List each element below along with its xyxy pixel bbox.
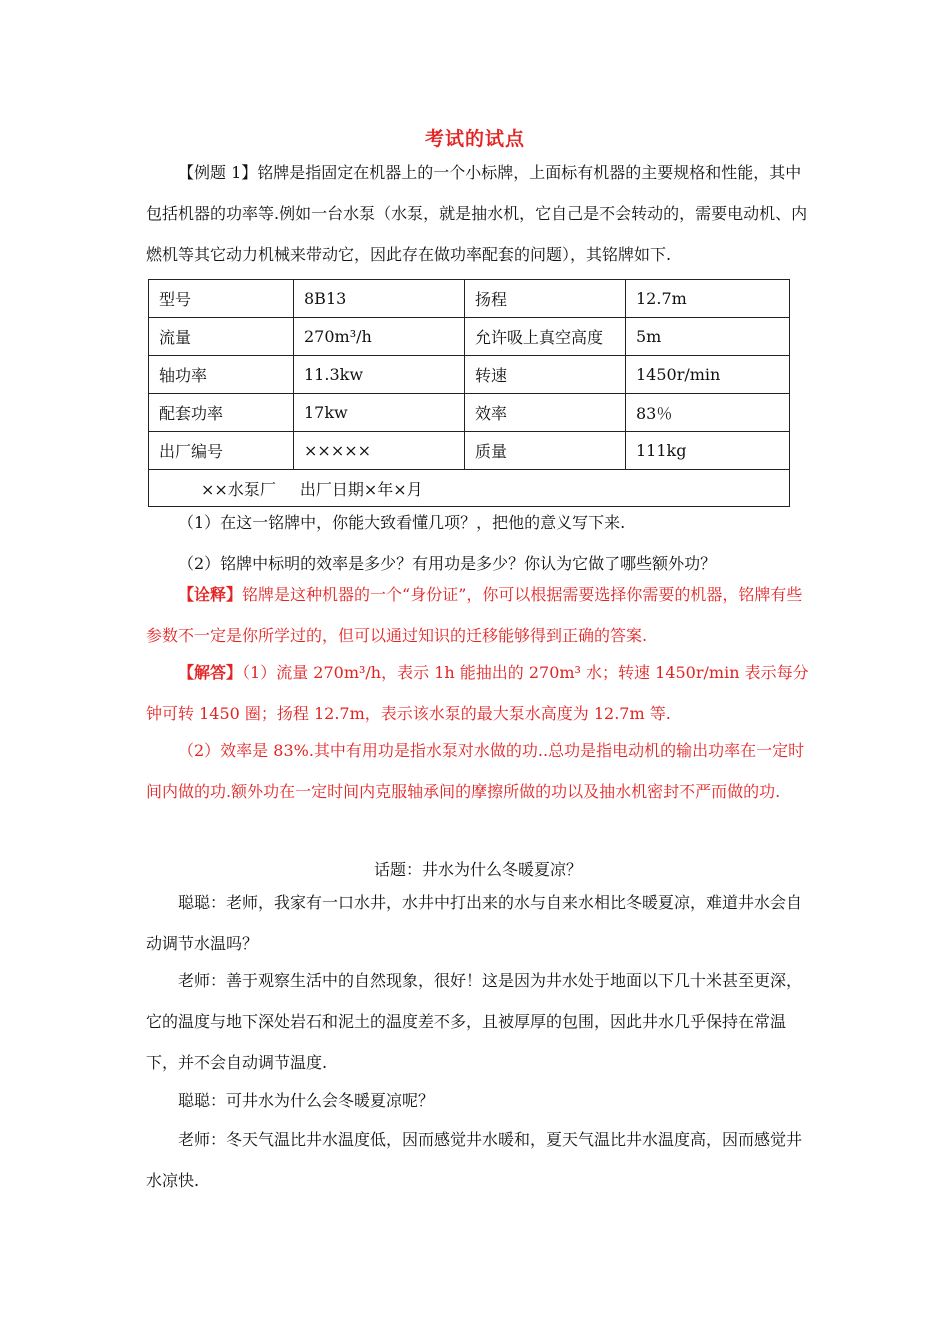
explanation-text: 铭牌是这种机器的一个“身份证”，你可以根据需要选择你需要的机器，铭牌有些参数不一定是你所学过的，但可以通过知识的迁移能够得到正确的答案. (146, 585, 803, 645)
question-1: （1）在这一铭牌中，你能大致看懂几项？，把他的意义写下来. (178, 513, 626, 532)
answer-part-1: （1）流量 270m³/h，表示 1h 能抽出的 270m³ 水；转速 1450r/min 表示每分钟可转 1450 圈；扬程 12.7m，表示该水泵的最大泵水高度为 12.7m 等. (146, 663, 809, 723)
table-cell: ××××× (294, 432, 465, 470)
answer-label: 【解答】 (178, 663, 243, 682)
table-footer-cell (149, 470, 790, 507)
table-cell: 扬程 (465, 280, 626, 318)
table-cell: 5m (626, 318, 790, 356)
manufacturer: ××水泵厂 (201, 479, 276, 499)
table-cell: 允许吸上真空高度 (465, 318, 626, 356)
dialogue-line: 聪聪：老师，我家有一口水井，水井中打出来的水与自来水相比冬暖夏凉，难道井水会自动调节水温吗？ (146, 893, 803, 953)
example-text: 铭牌是指固定在机器上的一个小标牌，上面标有机器的主要规格和性能，其中包括机器的功率等.例如一台水泵（水泵，就是抽水机，它自己是不会转动的，需要电动机、内燃机等其它动力机械来带动它，因此存在做功率配套的问题），其铭牌如下. (146, 163, 808, 264)
table-cell: 111kg (626, 432, 790, 470)
table-cell: 17kw (294, 394, 465, 432)
explanation-paragraph (146, 574, 810, 656)
dialogue-line: 聪聪：可井水为什么会冬暖夏凉呢？ (178, 1091, 435, 1110)
table-row (149, 432, 790, 470)
table-cell: 1450r/min (626, 356, 790, 394)
page-title: 考试的试点 (424, 128, 525, 150)
table-row (149, 280, 790, 318)
example-label: 【例题 1】 (178, 163, 258, 182)
table-cell: 型号 (149, 280, 294, 318)
table-cell: 效率 (465, 394, 626, 432)
topic-heading: 话题：井水为什么冬暖夏凉？ (373, 860, 582, 879)
dialogue-line: 老师：善于观察生活中的自然现象，很好！这是因为井水处于地面以下几十米甚至更深，它的温度与地下深处岩石和泥土的温度差不多，且被厚厚的包围，因此井水几乎保持在常温下，并不会自动调节温度. (146, 971, 803, 1072)
answer-part-2: （2）效率是 83%.其中有用功是指水泵对水做的功..总功是指电动机的输出功率在一定时间内做的功.额外功在一定时间内克服轴承间的摩擦所做的功以及抽水机密封不严而做的功. (146, 741, 805, 801)
table-cell: 质量 (465, 432, 626, 470)
table-cell: 8B13 (294, 280, 465, 318)
table-row (149, 394, 790, 432)
table-cell: 配套功率 (149, 394, 294, 432)
table-footer-row (149, 470, 790, 507)
table-cell: 出厂编号 (149, 432, 294, 470)
table-cell: 流量 (149, 318, 294, 356)
question-2: （2）铭牌中标明的效率是多少？有用功是多少？你认为它做了哪些额外功？ (178, 554, 717, 573)
dialogue-line: 老师：冬天气温比井水温度低，因而感觉井水暖和，夏天气温比井水温度高，因而感觉井水凉快. (146, 1130, 803, 1190)
example-paragraph (146, 152, 810, 275)
table-cell: 11.3kw (294, 356, 465, 394)
table-cell: 12.7m (626, 280, 790, 318)
table-cell: 83％ (626, 394, 790, 432)
table-row (149, 318, 790, 356)
table-row (149, 356, 790, 394)
explanation-label: 【诠释】 (178, 585, 243, 604)
manufacture-date: 出厂日期×年×月 (299, 479, 423, 499)
table-cell: 270m³/h (294, 318, 465, 356)
nameplate-table (148, 279, 790, 507)
table-cell: 轴功率 (149, 356, 294, 394)
table-cell: 转速 (465, 356, 626, 394)
answer-paragraph (146, 652, 810, 734)
